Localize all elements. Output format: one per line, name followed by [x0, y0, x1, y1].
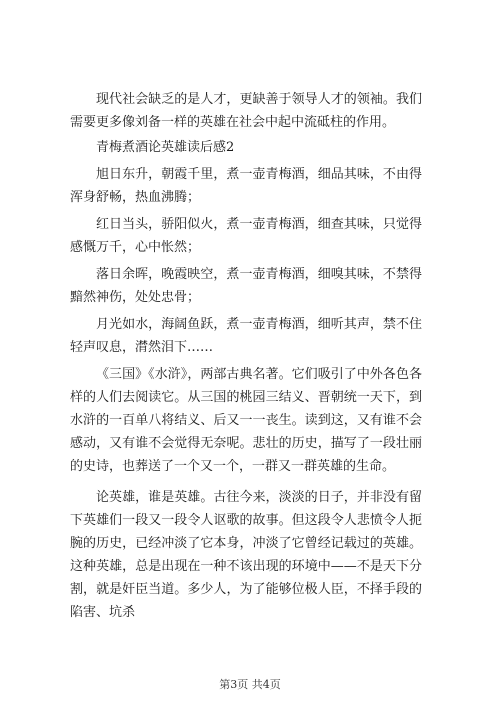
paragraph-classics: 《三国》《水浒》，两部古典名著。它们吸引了中外各色各样的人们去阅读它。从三国的桃园三结义、晋朝统一天下，到水浒的一百单八将结义、后又一一丧生。读到这，又有谁不会感动，又有谁不会觉得无奈呢。悲壮的历史，描写了一段壮丽的史诗，也葬送了一个又一个，一群又一群英雄的生命。: [70, 367, 422, 474]
paragraph-intro: 现代社会缺乏的是人才，更缺善于领导人才的领袖。我们需要更多像刘备一样的英雄在社会中起中流砥柱的作用。: [70, 92, 422, 130]
paragraph-sunset: 落日余晖，晚霞映空，煮一壶青梅酒，细嗅其味，不禁得黯然神伤，处处忠骨；: [70, 267, 422, 305]
section-title: 青梅煮酒论英雄读后感2: [96, 140, 235, 155]
paragraph-sunrise: 旭日东升，朝霞千里，煮一壶青梅酒，细品其味，不由得浑身舒畅，热血沸腾；: [70, 167, 422, 205]
paragraph-moonlight: 月光如水，海阔鱼跃，煮一壶青梅酒，细听其声，禁不住轻声叹息，潸然泪下……: [70, 317, 422, 355]
paragraph-noon: 红日当头，骄阳似火，煮一壶青梅酒，细查其味，只觉得感慨万千，心中怅然；: [70, 217, 422, 255]
page-footer: 第3页 共4页: [219, 678, 281, 691]
paragraph-heroes: 论英雄，谁是英雄。古往今来，淡淡的日子，并非没有留下英雄们一段又一段令人讴歌的故事。但这段令人悲愤令人扼腕的历史，已经冲淡了它本身，冲淡了它曾经记载过的英雄。这种英雄，总是出现在一种不该出现的环境中——不是天下分割，就是奸臣当道。多少人，为了能够位极人臣，不择手段的陷害、坑杀: [70, 490, 422, 620]
document-body: [70, 88, 422, 624]
